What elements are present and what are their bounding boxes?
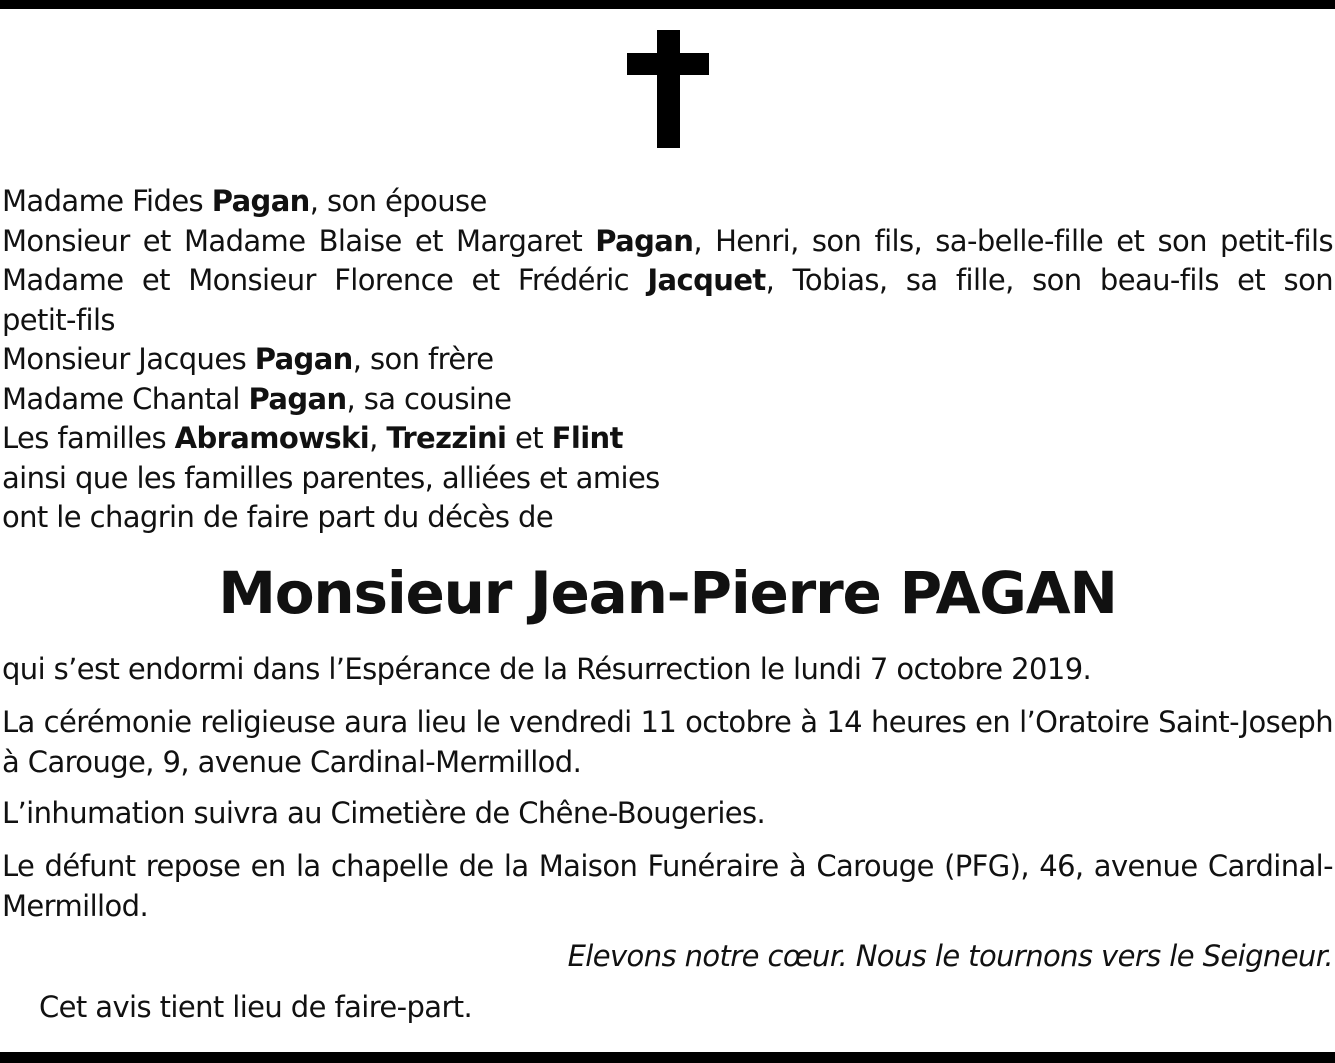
family-surname: Pagan <box>595 223 694 258</box>
cross-icon <box>627 30 709 148</box>
family-list <box>2 182 1333 538</box>
family-surname: Jacquet <box>647 263 766 297</box>
family-line-relation: , Tobias, sa fille, son beau-fils et son <box>765 263 1333 297</box>
family-surname: Abramowski <box>174 421 370 455</box>
family-line-families <box>2 419 1333 459</box>
family-line-daughter <box>2 261 1333 301</box>
family-separator: , <box>369 421 387 455</box>
family-line-text: Monsieur et Madame Blaise et Margaret <box>2 223 596 258</box>
family-surname: Flint <box>551 421 623 455</box>
family-line-son <box>2 222 1333 262</box>
family-line-announcement: ont le chagrin de faire part du décès de <box>2 500 554 534</box>
burial-paragraph: L’inhumation suivra au Cimetière de Chêne-Bougeries. <box>2 796 766 830</box>
repose-paragraph: Le défunt repose en la chapelle de la Maison Funéraire à Carouge (PFG), 46, avenue Cardinal-Mermillod. <box>2 849 1333 923</box>
family-line-spouse <box>2 182 1333 222</box>
family-line-relation: , sa cousine <box>346 381 512 416</box>
family-line-text: Madame Fides <box>2 184 212 218</box>
notice-text: Cet avis tient lieu de faire-part. <box>39 990 473 1024</box>
family-surname: Pagan <box>248 381 347 416</box>
family-line-relatives: ainsi que les familles parentes, alliées et amies <box>2 460 660 495</box>
family-line-relation: , Henri, son fils, sa-belle-fille et son petit-fils <box>693 223 1333 258</box>
family-line-text: Madame Chantal <box>2 381 249 416</box>
cross-horizontal-bar <box>627 53 709 75</box>
family-line-text: Madame et Monsieur Florence et Frédéric <box>2 263 648 297</box>
family-surname: Trezzini <box>386 421 507 455</box>
family-separator: et <box>506 421 552 455</box>
ceremony-paragraph: La cérémonie religieuse aura lieu le vendredi 11 octobre à 14 heures en l’Oratoire Saint-Joseph à Carouge, 9, avenue Cardinal-Mermillod. <box>2 705 1333 779</box>
family-line-cousin <box>2 380 1333 420</box>
family-line-text: Les familles <box>2 421 175 455</box>
passing-paragraph: qui s’est endormi dans l’Espérance de la Résurrection le lundi 7 octobre 2019. <box>2 652 1092 686</box>
family-line-continuation: petit-fils <box>2 302 115 337</box>
top-rule <box>0 0 1335 9</box>
family-line-relation: , son frère <box>352 342 494 376</box>
family-surname: Pagan <box>254 342 353 376</box>
bottom-rule <box>0 1052 1335 1063</box>
family-line-relation: , son épouse <box>309 184 487 218</box>
deceased-name: Monsieur Jean-Pierre PAGAN <box>218 559 1117 627</box>
family-line-brother <box>2 340 1333 380</box>
family-surname: Pagan <box>211 184 310 218</box>
family-line-text: Monsieur Jacques <box>2 342 255 376</box>
cross-vertical-bar <box>657 30 680 148</box>
prayer-quote: Elevons notre cœur. Nous le tournons vers le Seigneur. <box>567 939 1333 973</box>
